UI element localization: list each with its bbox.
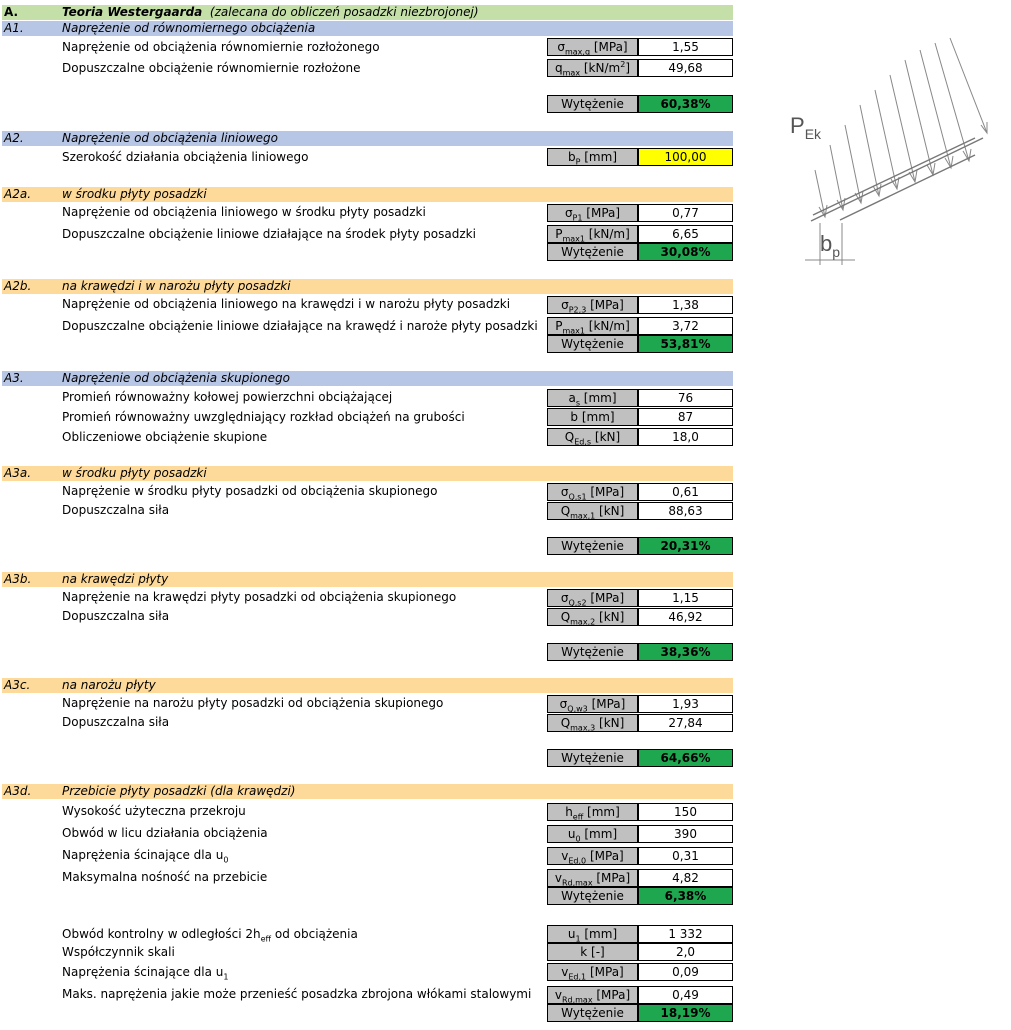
symbol-a3d-row6: k [-] xyxy=(547,943,638,961)
symbol-a3d-row4: $v_{Rd,max}$ [MPa] xyxy=(547,869,638,887)
section-code-a3d: A3d. xyxy=(4,784,32,798)
header-code: A. xyxy=(4,5,19,19)
value-a1-row2: 49,68 xyxy=(638,59,733,77)
symbol-a3a-row1: $\sigma_{Q,s1}$ [MPa] xyxy=(547,483,638,501)
symbol-a3d-row2: $u_0$ [mm] xyxy=(547,825,638,843)
value-a3c-row1: 1,93 xyxy=(638,695,733,713)
symbol-a1-row2: $q_{max}$ $[kN/m^2]$ xyxy=(547,59,638,77)
label-a1-row2: Dopuszczalne obciążenie równomiernie rozłożone xyxy=(62,61,361,75)
util-value-a3c: 64,66% xyxy=(638,749,733,767)
label-a2a-row2: Dopuszczalne obciążenie liniowe działające na środek płyty posadzki xyxy=(62,227,476,241)
label-a3c-row1: Naprężenie na narożu płyty posadzki od obciążenia skupionego xyxy=(62,696,444,710)
section-code-a2a: A2a. xyxy=(4,187,32,201)
label-a3-row2: Promień równoważny uwzględniający rozkład obciążeń na grubości xyxy=(62,410,465,424)
value-a3d-row7: 0,09 xyxy=(638,963,733,981)
label-a3d-row5: Obwód kontrolny w odległości $2h_{eff}$ od obciążenia xyxy=(62,927,358,944)
section-code-a3b: A3b. xyxy=(4,572,32,586)
label-a2b-row2: Dopuszczalne obciążenie liniowe działające na krawędź i naroże płyty posadzki xyxy=(62,319,538,333)
symbol-a3c-row1: $\sigma_{Q,w3}$ [MPa] xyxy=(547,695,638,713)
label-a2-row1: Szerokość działania obciążenia liniowego xyxy=(62,150,309,164)
symbol-a3b-row2: $Q_{max,2}$ [kN] xyxy=(547,608,638,626)
symbol-a3-row2: b [mm] xyxy=(547,408,638,426)
value-a3d-row1: 150 xyxy=(638,803,733,821)
util-value-a3b: 38,36% xyxy=(638,643,733,661)
util-label-a1: Wytężenie xyxy=(547,95,638,113)
label-a3-row3: Obliczeniowe obciążenie skupione xyxy=(62,430,268,444)
symbol-a3-row3: $Q_{Ed,s}$ [kN] xyxy=(547,428,638,446)
util-value-a2a: 30,08% xyxy=(638,243,733,261)
label-a3b-row1: Naprężenie na krawędzi płyty posadzki od obciążenia skupionego xyxy=(62,590,457,604)
symbol-a1-row1: $\sigma_{max,q}$ [MPa] xyxy=(547,38,638,56)
label-a3d-row4: Maksymalna nośność na przebicie xyxy=(62,870,268,884)
value-a3d-row3: 0,31 xyxy=(638,847,733,865)
symbol-a3b-row1: $\sigma_{Q,s2}$ [MPa] xyxy=(547,589,638,607)
header-title: Teoria Westergaarda (zalecana do obliczeń posadzki niezbrojonej) xyxy=(62,5,479,19)
width-label: $b_p$ xyxy=(820,231,841,260)
label-a3d-row2: Obwód w licu działania obciążenia xyxy=(62,826,268,840)
symbol-a3a-row2: $Q_{max,1}$ [kN] xyxy=(547,502,638,520)
label-a3c-row2: Dopuszczalna siła xyxy=(62,715,170,729)
input-a2-load-width[interactable]: 100,00 xyxy=(638,148,733,166)
value-a2b-row1: 1,38 xyxy=(638,296,733,314)
section-title-a1: Naprężenie od równomiernego obciążenia xyxy=(62,21,316,35)
section-title-a2: Naprężenie od obciążenia liniowego xyxy=(62,131,278,145)
label-a2b-row1: Naprężenie od obciążenia liniowego na krawędzi i w narożu płyty posadzki xyxy=(62,297,511,311)
symbol-a3c-row2: $Q_{max,3}$ [kN] xyxy=(547,714,638,732)
value-a3d-row5: 1 332 xyxy=(638,925,733,943)
section-title-a3d: Przebicie płyty posadzki (dla krawędzi) xyxy=(62,784,296,798)
section-code-a3a: A3a. xyxy=(4,466,32,480)
util-label-a3a: Wytężenie xyxy=(547,537,638,555)
section-title-a3: Naprężenie od obciążenia skupionego xyxy=(62,371,290,385)
label-a3a-row1: Naprężenie w środku płyty posadzki od obciążenia skupionego xyxy=(62,484,438,498)
section-code-a3: A3. xyxy=(4,371,24,385)
label-a1-row1: Naprężenie od obciążenia równomiernie rozłożonego xyxy=(62,40,380,54)
util-value-a3d-2: 18,19% xyxy=(638,1004,733,1022)
section-code-a2: A2. xyxy=(4,131,24,145)
label-a2a-row1: Naprężenie od obciążenia liniowego w środku płyty posadzki xyxy=(62,205,426,219)
section-title-a2b: na krawędzi i w narożu płyty posadzki xyxy=(62,279,291,293)
value-a3-row2: 87 xyxy=(638,408,733,426)
util-label-a2b: Wytężenie xyxy=(547,335,638,353)
util-value-a3d-1: 6,38% xyxy=(638,887,733,905)
value-a3-row1: 76 xyxy=(638,389,733,407)
label-a3a-row2: Dopuszczalna siła xyxy=(62,503,170,517)
section-title-a2a: w środku płyty posadzki xyxy=(62,187,207,201)
section-code-a2b: A2b. xyxy=(4,279,32,293)
label-a3d-row1: Wysokość użyteczna przekroju xyxy=(62,804,246,818)
util-value-a1: 60,38% xyxy=(638,95,733,113)
util-label-a3c: Wytężenie xyxy=(547,749,638,767)
value-a2a-row1: 0,77 xyxy=(638,204,733,222)
symbol-a3d-row5: $u_1$ [mm] xyxy=(547,925,638,943)
value-a3a-row2: 88,63 xyxy=(638,502,733,520)
symbol-a2a-row2: $P_{max1}$ [kN/m] xyxy=(547,225,638,243)
symbol-a3d-row8: $v_{Rd,max}$ [MPa] xyxy=(547,986,638,1004)
section-code-a3c: A3c. xyxy=(4,678,31,692)
section-title-a3a: w środku płyty posadzki xyxy=(62,466,207,480)
symbol-a2a-row1: $\sigma_{P1}$ [MPa] xyxy=(547,204,638,222)
section-title-a3c: na narożu płyty xyxy=(62,678,156,692)
symbol-a3d-row1: $h_{eff}$ [mm] xyxy=(547,803,638,821)
value-a3a-row1: 0,61 xyxy=(638,483,733,501)
util-label-a3d-1: Wytężenie xyxy=(547,887,638,905)
symbol-a3d-row3: $v_{Ed,0}$ [MPa] xyxy=(547,847,638,865)
label-a3d-row8: Maks. naprężenia jakie może przenieść posadzka zbrojona włókami stalowymi xyxy=(62,987,532,1001)
value-a1-row1: 1,55 xyxy=(638,38,733,56)
value-a3d-row6: 2,0 xyxy=(638,943,733,961)
section-code-a1: A1. xyxy=(4,21,24,35)
label-a3d-row3: Naprężenia ścinające dla $u_0$ xyxy=(62,848,229,865)
value-a3c-row2: 27,84 xyxy=(638,714,733,732)
symbol-a3-row1: $a_s$ [mm] xyxy=(547,389,638,407)
symbol-a3d-row7: $v_{Ed,1}$ [MPa] xyxy=(547,963,638,981)
label-a3d-row7: Naprężenia ścinające dla $u_1$ xyxy=(62,965,229,982)
value-a3b-row2: 46,92 xyxy=(638,608,733,626)
line-load-diagram xyxy=(775,35,1005,275)
label-a3-row1: Promień równoważny kołowej powierzchni obciążającej xyxy=(62,390,393,404)
load-label: $P_{Ek}$ xyxy=(790,113,822,142)
value-a3d-row2: 390 xyxy=(638,825,733,843)
value-a3-row3: 18,0 xyxy=(638,428,733,446)
value-a3b-row1: 1,15 xyxy=(638,589,733,607)
util-value-a2b: 53,81% xyxy=(638,335,733,353)
label-a3b-row2: Dopuszczalna siła xyxy=(62,609,170,623)
value-a2b-row2: 3,72 xyxy=(638,317,733,335)
value-a3d-row8: 0,49 xyxy=(638,986,733,1004)
value-a2a-row2: 6,65 xyxy=(638,225,733,243)
value-a3d-row4: 4,82 xyxy=(638,869,733,887)
util-label-a3d-2: Wytężenie xyxy=(547,1004,638,1022)
symbol-a2b-row2: $P_{max1}$ [kN/m] xyxy=(547,317,638,335)
symbol-a2-row1: $b_P$ [mm] xyxy=(547,148,638,166)
label-a3d-row6: Współczynnik skali xyxy=(62,945,175,959)
util-label-a3b: Wytężenie xyxy=(547,643,638,661)
symbol-a2b-row1: $\sigma_{P2,3}$ [MPa] xyxy=(547,296,638,314)
util-label-a2a: Wytężenie xyxy=(547,243,638,261)
section-title-a3b: na krawędzi płyty xyxy=(62,572,169,586)
util-value-a3a: 20,31% xyxy=(638,537,733,555)
